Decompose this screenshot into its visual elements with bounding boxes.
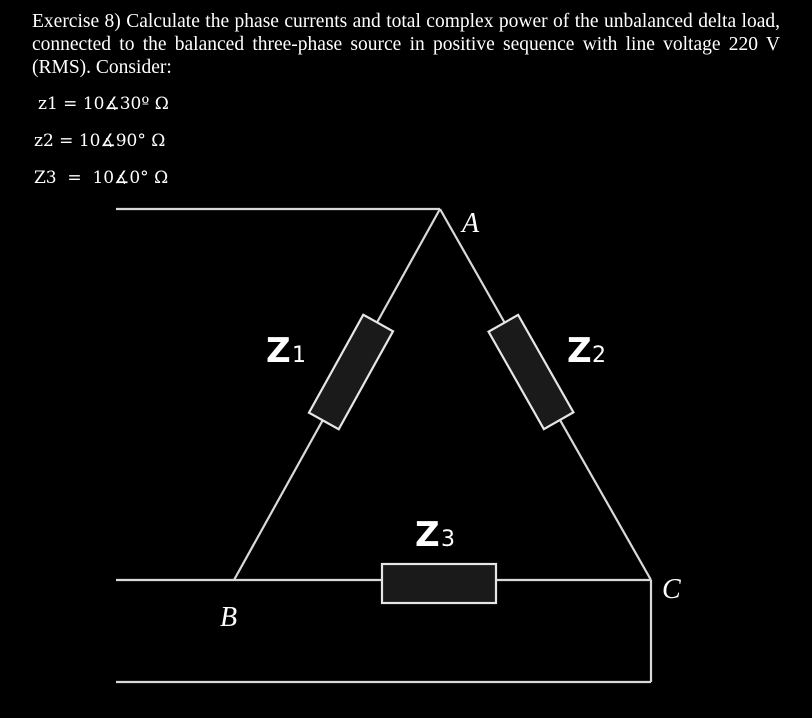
resistor-z3 [382, 564, 496, 603]
label-z2-main: Z [567, 331, 592, 371]
node-label-a: A [462, 208, 480, 239]
label-z2 [567, 331, 606, 371]
label-z3-sub: 3 [441, 527, 455, 552]
label-z2-sub: 2 [592, 343, 606, 368]
node-label-b: B [220, 602, 238, 633]
label-z1-sub: 1 [292, 343, 306, 368]
resistor-z1 [309, 315, 393, 429]
label-z1-main: Z [266, 331, 291, 371]
impedance-z1: z1 = 10∡30º Ω [38, 94, 169, 114]
impedance-z3: Z3 = 10∡0° Ω [34, 168, 169, 188]
label-z1 [266, 331, 306, 371]
impedance-z2: z2 = 10∡90° Ω [34, 131, 166, 151]
node-label-c: C [662, 574, 681, 605]
resistor-z2 [489, 315, 574, 429]
problem-statement: Exercise 8) Calculate the phase currents and total complex power of the unbalanced delta load, connected to the balanced three-phase source in positive sequence with line voltage 220 V (RMS). Consider: [32, 11, 780, 78]
label-z3 [415, 515, 455, 555]
label-z3-main: Z [415, 515, 440, 555]
